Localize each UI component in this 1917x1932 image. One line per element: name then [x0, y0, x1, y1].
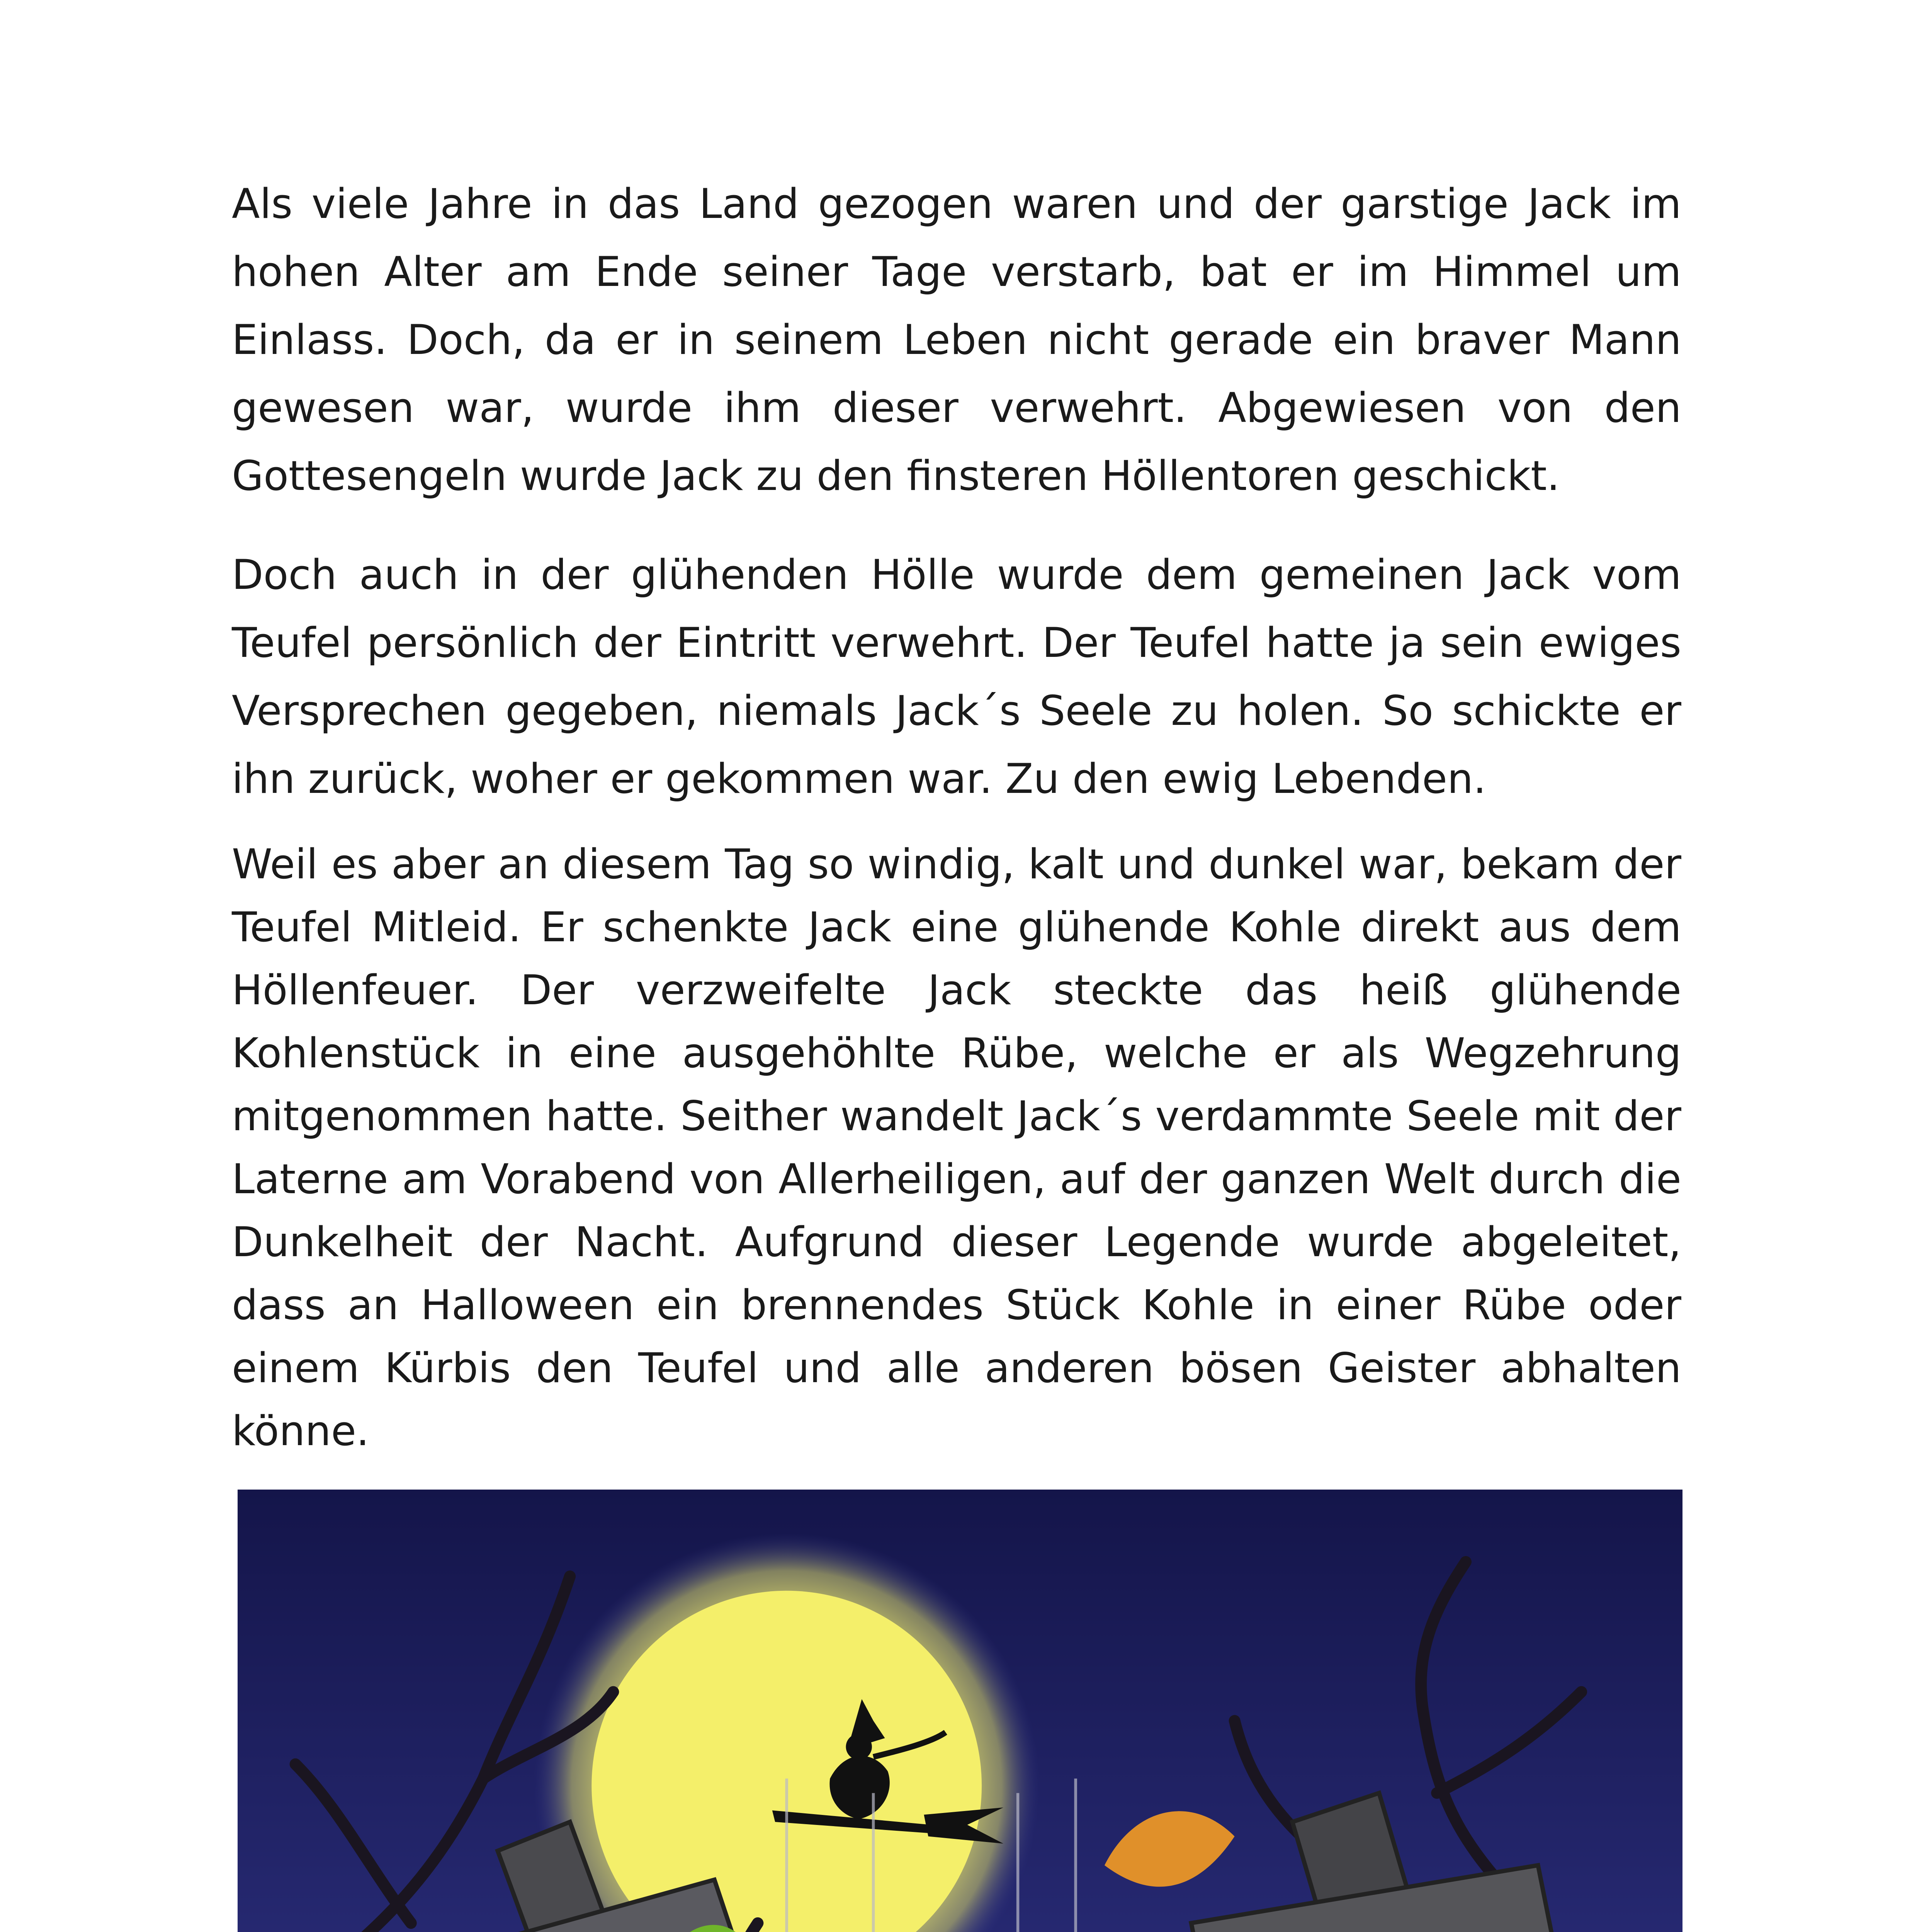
paragraph-3: Weil es aber an diesem Tag so windig, kalt und dunkel war, bekam der Teufel Mitleid. Er schenkte Jack eine glühende Kohle direkt aus dem Höllenfeuer. Der verzweifelte Jack steckte das heiß glühende Kohlenstück in eine ausgehöhlte Rübe, welche er als Wegzehrung mitgenommen hatte. Seither wandelt Jack´s verdammte Seele mit der Laterne am Vorabend von Allerheiligen, auf der ganzen Welt durch die Dunkelheit der Nacht. Aufgrund dieser Legende wurde abgeleitet, dass an Halloween ein brennendes Stück Kohle in einer Rübe oder einem Kürbis den Teufel und alle anderen bösen Geister abhalten könne.: [232, 840, 1681, 1455]
paragraph-2: Doch auch in der glühenden Hölle wurde dem gemeinen Jack vom Teufel persönlich der Eintritt verwehrt. Der Teufel hatte ja sein ewiges Versprechen gegeben, niemals Jack´s Seele zu holen. So schickte er ihn zurück, woher er gekommen war. Zu den ewig Lebenden.: [232, 551, 1681, 803]
paragraph-1: Als viele Jahre in das Land gezogen waren und der garstige Jack im hohen Alter am Ende seiner Tage verstarb, bat er im Himmel um Einlass. Doch, da er in seinem Leben nicht gerade ein braver Mann gewesen war, wurde ihm dieser verwehrt. Abgewiesen von den Gottesengeln wurde Jack zu den finsteren Höllentoren geschickt.: [232, 180, 1681, 500]
halloween-illustration: [238, 1490, 1682, 1932]
halloween-graveyard-image: [238, 1490, 1682, 1932]
